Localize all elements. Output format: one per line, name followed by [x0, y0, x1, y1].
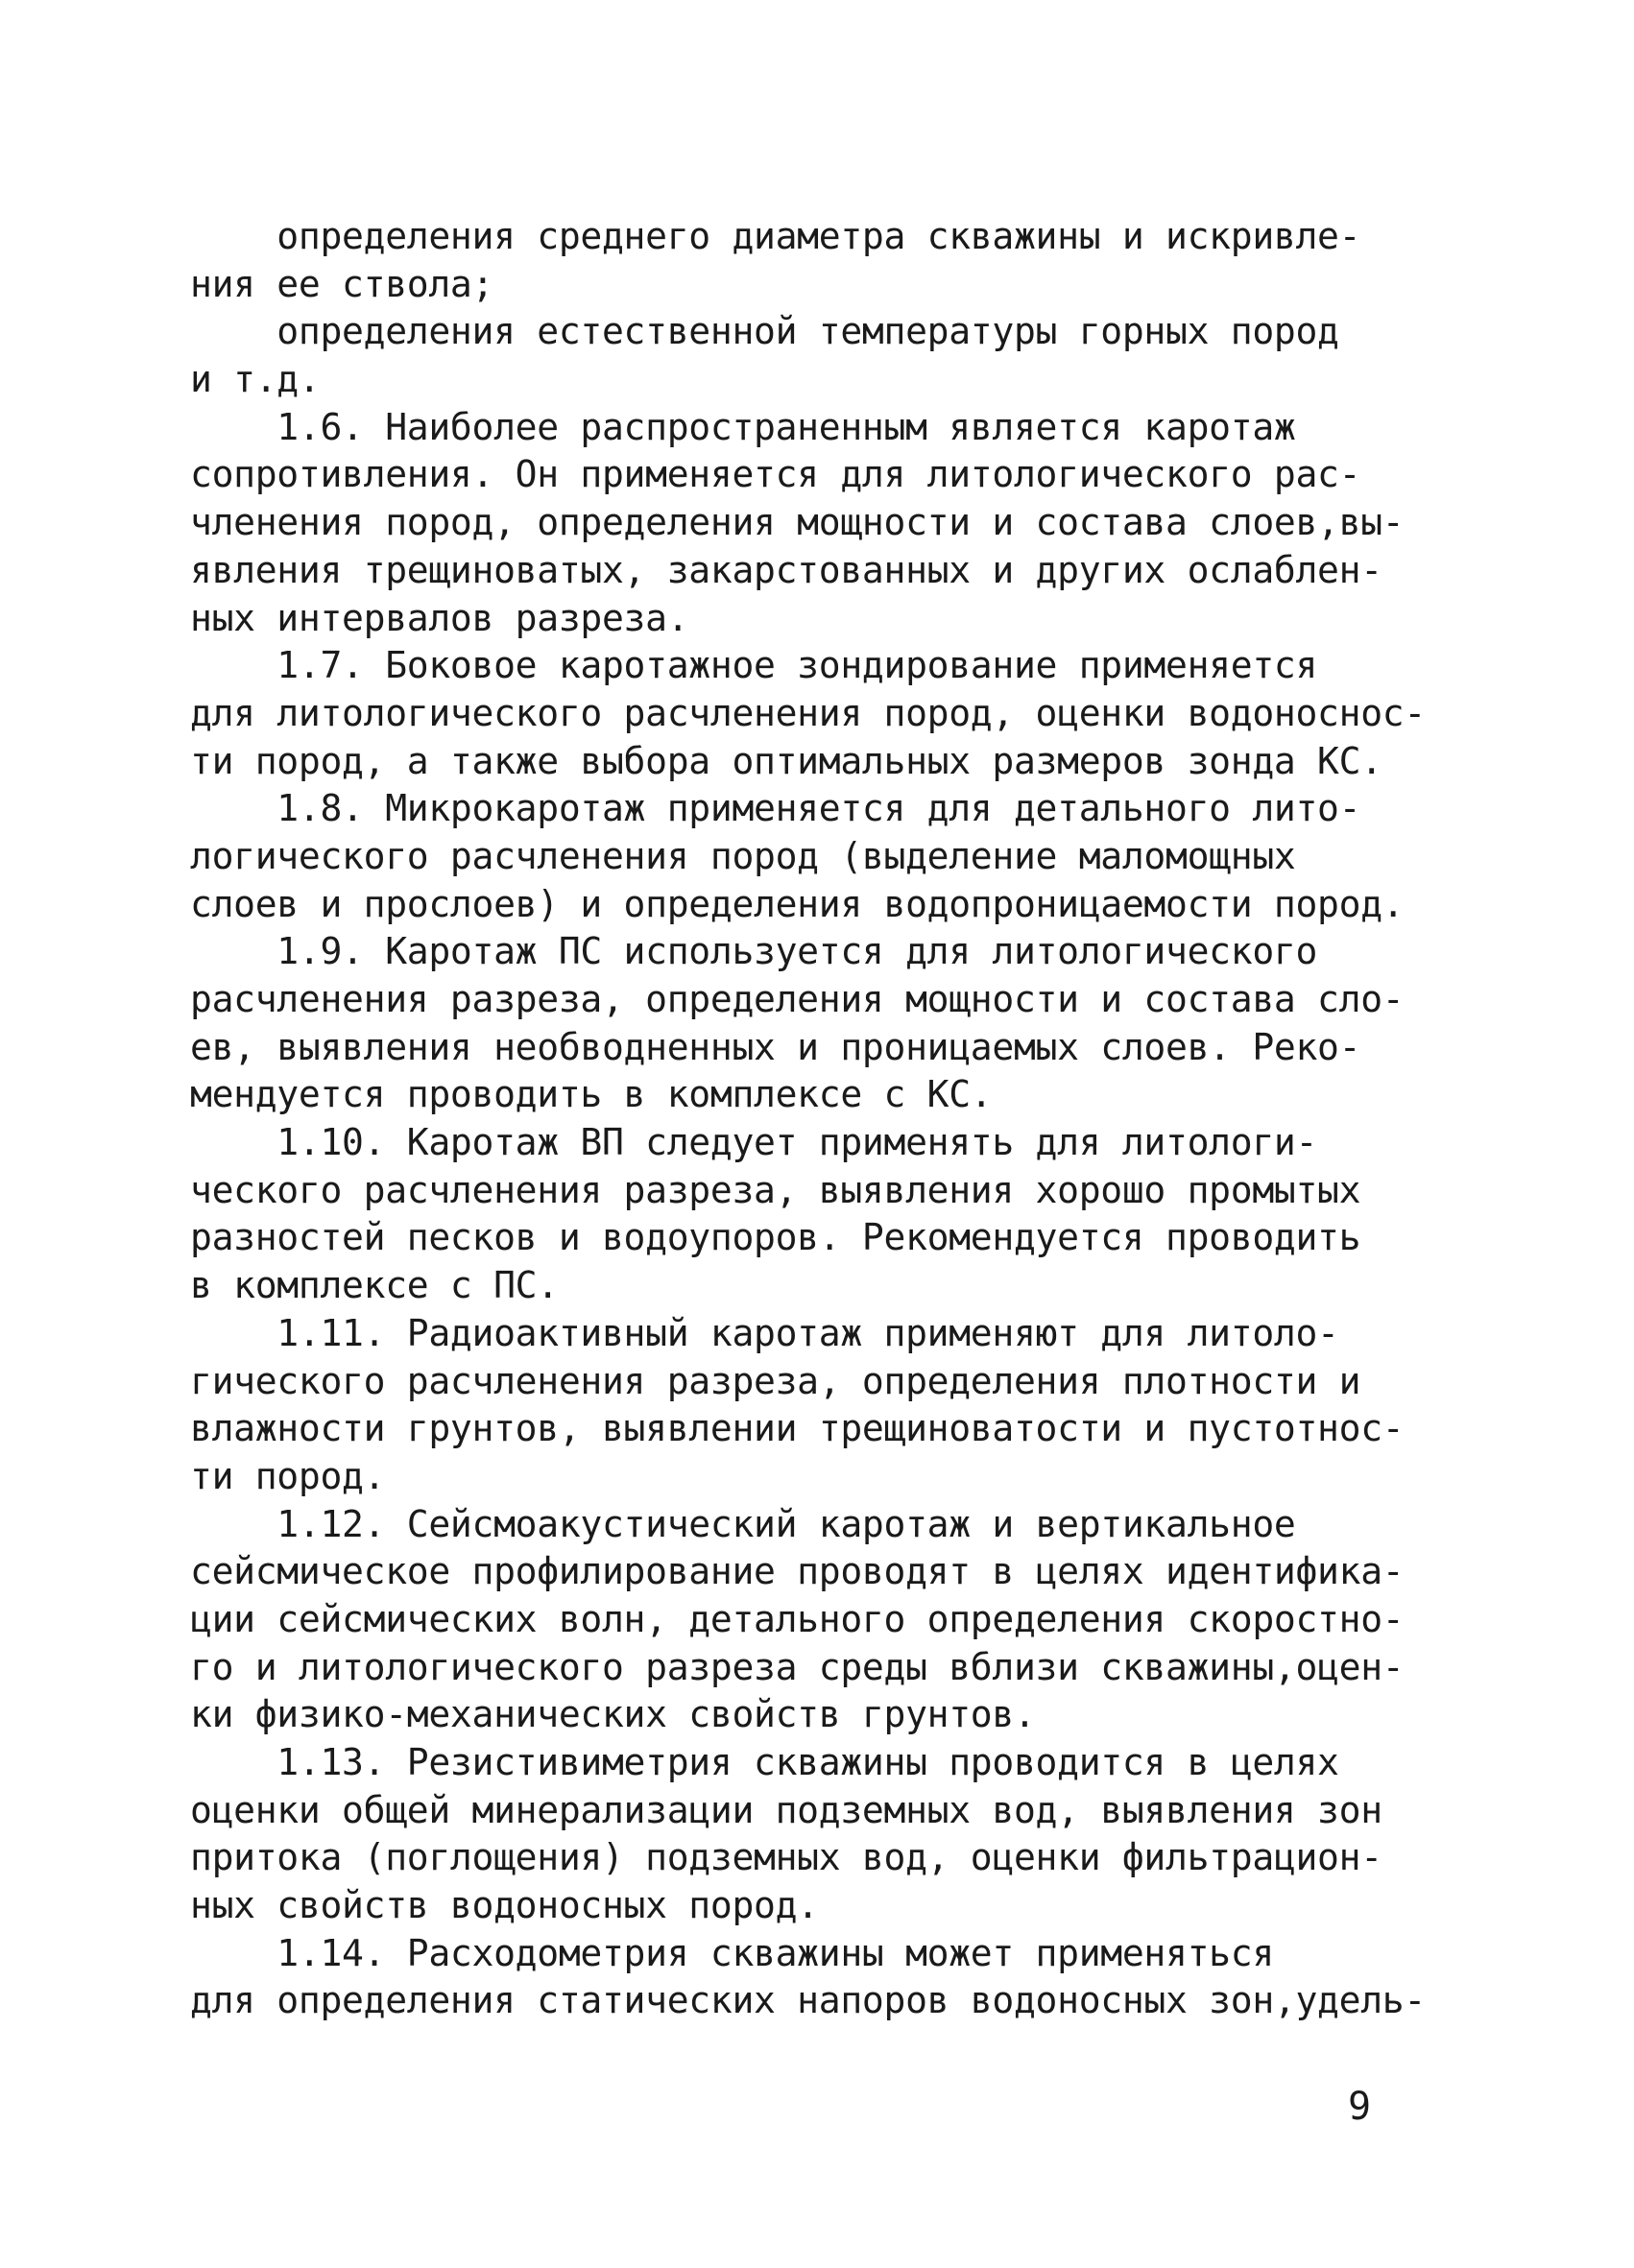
text-line: 1.13. Резистивиметрия скважины проводится в целях [190, 1741, 1339, 1783]
page-number: 9 [1348, 2085, 1372, 2129]
text-line: расчленения разреза, определения мощности и состава сло- [190, 978, 1405, 1020]
text-line: ческого расчленения разреза, выявления хорошо промытых [190, 1168, 1361, 1211]
text-line: оценки общей минерализации подземных вод, выявления зон [190, 1788, 1382, 1831]
text-line: 1.11. Радиоактивный каротаж применяют для литоло- [190, 1311, 1339, 1354]
text-line: ния ее ствола; [190, 262, 494, 305]
text-line: ев, выявления необводненных и проницаемых слоев. Реко- [190, 1025, 1361, 1068]
text-line: в комплексе с ПС. [190, 1264, 559, 1307]
text-line: разностей песков и водоупоров. Рекомендуется проводить [190, 1216, 1361, 1259]
text-line: ных свойств водоносных пород. [190, 1884, 819, 1927]
body-text [190, 213, 1429, 2025]
text-line: гического расчленения разреза, определения плотности и [190, 1359, 1361, 1402]
text-line: сопротивления. Он применяется для литологического рас- [190, 453, 1361, 496]
text-line: членения пород, определения мощности и состава слоев,вы- [190, 501, 1405, 544]
text-line: ти пород, а также выбора оптимальных размеров зонда КС. [190, 739, 1382, 782]
text-line: влажности грунтов, выявлении трещиноватости и пустотнос- [190, 1407, 1405, 1450]
text-line: ки физико-механических свойств грунтов. [190, 1693, 1036, 1736]
text-line: ции сейсмических волн, детального определения скоростно- [190, 1597, 1405, 1640]
text-line: логического расчленения пород (выделение маломощных [190, 834, 1296, 877]
text-line: мендуется проводить в комплексе с КС. [190, 1073, 993, 1116]
text-line: и т.д. [190, 358, 321, 401]
text-line: сейсмическое профилирование проводят в целях идентифика- [190, 1550, 1405, 1593]
text-line: определения среднего диаметра скважины и искривле- [190, 215, 1361, 257]
text-line: слоев и прослоев) и определения водопроницаемости пород. [190, 882, 1405, 925]
text-line: притока (поглощения) подземных вод, оценки фильтрацион- [190, 1836, 1382, 1879]
text-line: 1.14. Расходометрия скважины может применяться [190, 1931, 1274, 1974]
text-line: 1.9. Каротаж ПС используется для литологического [190, 930, 1318, 973]
text-line: для определения статических напоров водоносных зон,удель- [190, 1979, 1426, 2022]
text-line: явления трещиноватых, закарстованных и других ослаблен- [190, 548, 1382, 591]
text-line: 1.6. Наиболее распространенным является каротаж [190, 405, 1296, 448]
text-line: ти пород. [190, 1454, 386, 1497]
text-line: 1.8. Микрокаротаж применяется для детального лито- [190, 787, 1361, 830]
text-line: определения естественной температуры горных пород [190, 310, 1339, 353]
text-line: 1.7. Боковое каротажное зондирование применяется [190, 644, 1318, 687]
text-line: го и литологического разреза среды вблизи скважины,оцен- [190, 1645, 1405, 1688]
text-line: 1.10. Каротаж ВП следует применять для литологи- [190, 1121, 1318, 1164]
text-line: для литологического расчленения пород, оценки водоноснос- [190, 691, 1426, 734]
text-line: ных интервалов разреза. [190, 596, 689, 639]
text-line: 1.12. Сейсмоакустический каротаж и вертикальное [190, 1502, 1296, 1545]
